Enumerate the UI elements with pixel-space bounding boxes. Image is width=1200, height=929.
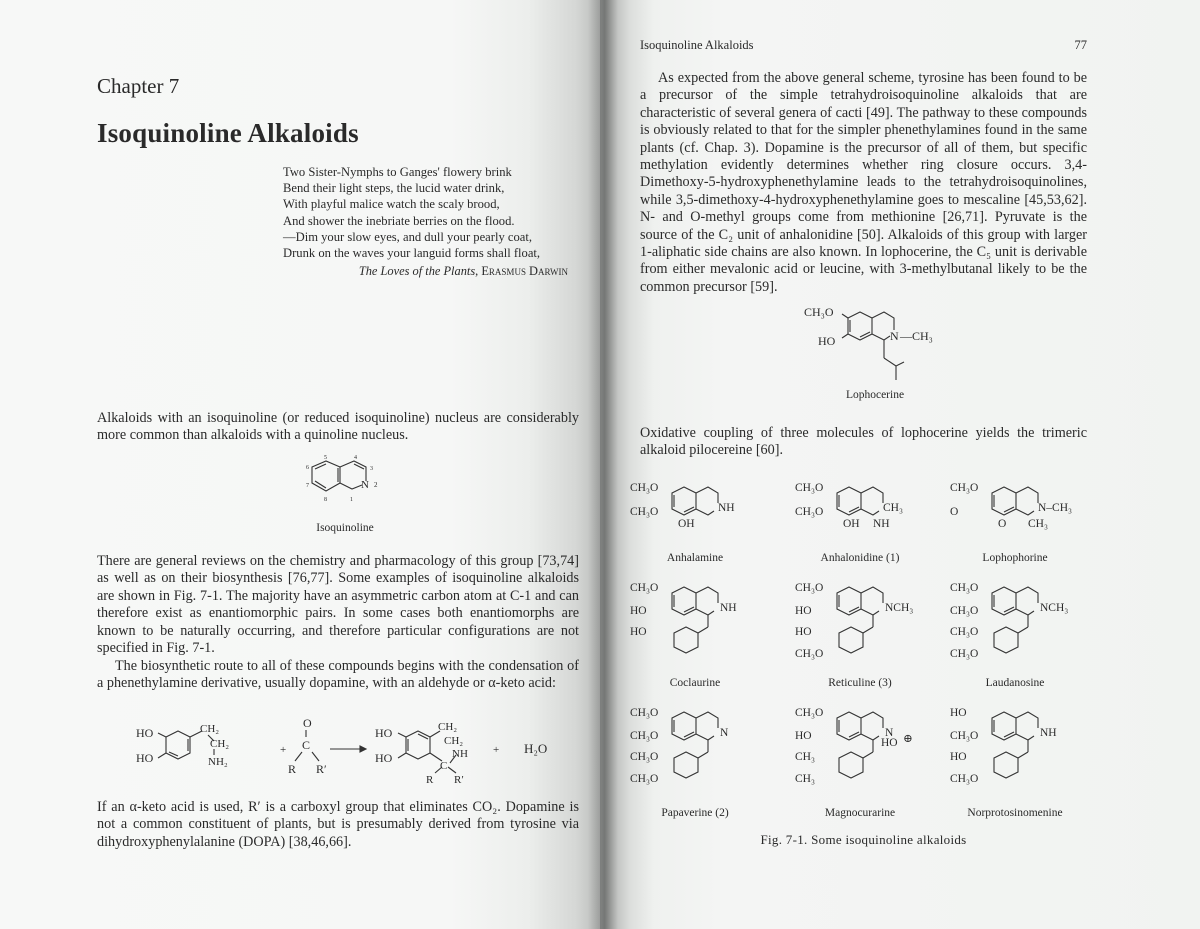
bond bbox=[861, 609, 879, 615]
bond bbox=[698, 752, 708, 758]
chem-label: NH bbox=[452, 748, 468, 760]
chapter-title: Isoquinoline Alkaloids bbox=[97, 118, 359, 148]
compound-name: Anhalonidine (1) bbox=[820, 552, 900, 564]
bond bbox=[994, 752, 1018, 778]
chem-label: O bbox=[303, 716, 312, 730]
chem-label: NH bbox=[1040, 727, 1057, 739]
chem-label: CH₃ bbox=[1028, 518, 1048, 530]
lophocerine-caption: Lophocerine bbox=[845, 389, 905, 401]
compound-structure bbox=[795, 700, 945, 802]
compound-card bbox=[630, 575, 780, 690]
chem-label: NH bbox=[873, 518, 890, 530]
bond bbox=[863, 627, 873, 633]
chem-label: —CH₃ bbox=[900, 329, 933, 343]
epigraph bbox=[283, 164, 573, 261]
chem-label: NCH₃ bbox=[1040, 602, 1069, 614]
compound-card bbox=[630, 700, 780, 820]
bond bbox=[672, 487, 696, 515]
left-paragraph-2: There are general reviews on the chemistry and pharmacology of this group [73,74] as well as on their biosynthesis [76,77]. Some examples of isoquinoline alkaloids are shown in Fig. 7-1. The majority have an asymmetric carbon atom at C-1 and can therefore exist as enantiomorphic pairs. In some cases both enantiomorphs are known to be naturally occurring, and therefore particular configurations are not specified in Fig. 7-1. bbox=[97, 553, 579, 657]
compound-name: Magnocurarine bbox=[824, 807, 896, 819]
bond bbox=[861, 487, 883, 503]
compound-structure bbox=[630, 475, 780, 547]
bond bbox=[1016, 487, 1038, 503]
product-structure bbox=[375, 721, 468, 786]
double-bond bbox=[315, 481, 326, 488]
compound-card bbox=[950, 475, 1100, 565]
nitrogen-label: N bbox=[361, 479, 369, 491]
compound-structure bbox=[950, 575, 1100, 672]
bond bbox=[837, 587, 861, 615]
right-paragraph-2: Oxidative coupling of three molecules of lophocerine yields the trimeric alkaloid pilocereine [60]. bbox=[640, 425, 1087, 459]
chem-label: C bbox=[440, 760, 448, 772]
epigraph-line: And shower the inebriate berries on the flood. bbox=[283, 213, 515, 228]
chem-label: C bbox=[302, 738, 311, 752]
chem-label: ⊕ bbox=[903, 733, 913, 745]
isoquinoline-structure bbox=[290, 455, 400, 515]
bond bbox=[1016, 734, 1034, 740]
compound-card bbox=[795, 700, 945, 820]
running-head bbox=[640, 38, 1087, 53]
atom-number: 5 bbox=[324, 455, 327, 461]
chem-label: CH₃O bbox=[630, 482, 659, 494]
bond bbox=[837, 712, 861, 740]
compound-name: Anhalamine bbox=[666, 552, 724, 564]
isoquinoline-caption: Isoquinoline bbox=[316, 522, 374, 534]
pyridine-ring-top bbox=[340, 461, 366, 481]
bond bbox=[672, 712, 696, 740]
chem-label: CH₃O bbox=[950, 582, 979, 594]
bond bbox=[839, 627, 863, 653]
epigraph-line: —Dim your slow eyes, and dull your pearly coat, bbox=[283, 229, 533, 244]
lophocerine-structure bbox=[800, 300, 950, 390]
bond bbox=[696, 712, 718, 728]
chem-label: CH₃O bbox=[950, 730, 979, 742]
bond bbox=[696, 487, 718, 503]
chem-label: O bbox=[998, 518, 1007, 530]
chem-label: CH₃O bbox=[950, 605, 979, 617]
chem-label: NH bbox=[720, 602, 737, 614]
figure-caption: Fig. 7-1. Some isoquinoline alkaloids bbox=[760, 832, 967, 847]
chem-label: CH₂ bbox=[210, 738, 230, 750]
chem-label: R′ bbox=[454, 774, 464, 786]
chem-label: N–CH₃ bbox=[1038, 502, 1073, 514]
chem-label: CH₃O bbox=[795, 648, 824, 660]
bond bbox=[672, 587, 696, 615]
atom-number: 3 bbox=[370, 466, 373, 472]
bond bbox=[992, 587, 1016, 615]
epigraph-line: Two Sister-Nymphs to Ganges' flowery brink bbox=[283, 165, 512, 179]
carbonyl-structure bbox=[288, 716, 327, 776]
compound-structure bbox=[630, 700, 780, 802]
compound-card bbox=[950, 700, 1100, 820]
compound-card bbox=[950, 575, 1100, 690]
chem-label: CH₂ bbox=[200, 723, 220, 735]
chem-label: NCH₃ bbox=[885, 602, 914, 614]
bond bbox=[1016, 509, 1034, 515]
chem-label: CH₃O bbox=[795, 707, 824, 719]
chem-label: HO bbox=[950, 707, 967, 719]
bond bbox=[1016, 712, 1038, 728]
chem-label: OH bbox=[843, 518, 860, 530]
bond bbox=[674, 627, 698, 653]
left-paragraph-3: The biosynthetic route to all of these compounds begins with the condensation of a phenethylamine derivative, usually dopamine, with an aldehyde or α-keto acid: bbox=[97, 658, 579, 692]
bond bbox=[861, 509, 879, 515]
atom-number: 6 bbox=[306, 465, 309, 471]
bond bbox=[992, 712, 1016, 740]
compound-name: Laudanosine bbox=[985, 677, 1045, 689]
chem-label: CH₃ bbox=[795, 773, 815, 785]
chem-label: O bbox=[950, 506, 959, 518]
chem-label: HO bbox=[818, 334, 836, 348]
chem-label: CH₃O bbox=[795, 506, 824, 518]
chem-label: N bbox=[885, 727, 894, 739]
chem-label: CH₃O bbox=[630, 751, 659, 763]
atom-number: 7 bbox=[306, 483, 309, 489]
chem-label: CH₃O bbox=[950, 482, 979, 494]
compound-card bbox=[795, 575, 945, 690]
compound-structure bbox=[630, 575, 780, 672]
epigraph-line: With playful malice watch the scaly brood, bbox=[283, 197, 500, 212]
water-label: H₂O bbox=[524, 741, 548, 756]
bond bbox=[839, 752, 863, 778]
bond bbox=[696, 509, 714, 515]
atom-number: 8 bbox=[324, 497, 327, 503]
bond bbox=[1016, 609, 1034, 615]
benzene-ring bbox=[312, 461, 340, 491]
page-number: 77 bbox=[1074, 38, 1087, 52]
chem-label: R bbox=[426, 774, 434, 786]
bond bbox=[698, 627, 708, 633]
chem-label: N bbox=[720, 727, 729, 739]
compound-structure bbox=[950, 475, 1100, 547]
bond bbox=[861, 587, 883, 603]
atom-number: 2 bbox=[374, 481, 378, 489]
chem-label: CH₂ bbox=[444, 735, 464, 747]
bond bbox=[861, 734, 879, 740]
chapter-label: Chapter 7 bbox=[97, 74, 180, 98]
bond bbox=[696, 587, 718, 603]
bond bbox=[1016, 587, 1038, 603]
compound-name: Lophophorine bbox=[982, 552, 1048, 564]
bond bbox=[861, 712, 883, 728]
biosynthesis-reaction bbox=[130, 715, 570, 795]
epigraph-line: Bend their light steps, the lucid water drink, bbox=[283, 181, 505, 196]
bond bbox=[992, 487, 1016, 515]
chem-label: HO bbox=[795, 730, 812, 742]
bond bbox=[863, 752, 873, 758]
chem-label: CH₃O bbox=[630, 582, 659, 594]
chem-label: HO bbox=[795, 605, 812, 617]
compound-name: Coclaurine bbox=[669, 677, 721, 689]
compound-name: Norprotosinomenine bbox=[967, 807, 1063, 819]
left-paragraph-1: Alkaloids with an isoquinoline (or reduced isoquinoline) nucleus are considerably more common than alkaloids with a quinoline nucleus. bbox=[97, 410, 579, 444]
chem-label: R bbox=[288, 762, 297, 776]
chem-label: CH₃O bbox=[630, 730, 659, 742]
chem-label: HO bbox=[375, 726, 393, 740]
chem-label: R′ bbox=[316, 762, 327, 776]
chem-label: HO bbox=[630, 626, 647, 638]
bond bbox=[994, 627, 1018, 653]
chem-label: CH₃O bbox=[950, 648, 979, 660]
chem-label: NH₂ bbox=[208, 756, 228, 768]
compound-structure bbox=[950, 700, 1100, 802]
pyridine-ring-bottom bbox=[340, 483, 362, 489]
compound-structure bbox=[795, 475, 945, 547]
chem-label: HO bbox=[881, 737, 898, 749]
chem-label: N bbox=[890, 329, 899, 343]
bond bbox=[1018, 627, 1028, 633]
reaction-arrowhead bbox=[360, 746, 366, 752]
chem-label: CH₃O bbox=[630, 773, 659, 785]
compound-card bbox=[630, 475, 780, 565]
chem-label: CH₃O bbox=[630, 506, 659, 518]
chem-label: CH₃ bbox=[883, 502, 903, 514]
chem-label: OH bbox=[678, 518, 695, 530]
left-paragraph-4: If an α-keto acid is used, R′ is a carboxyl group that eliminates CO₂. Dopamine is not a common constituent of plants, but is presumably derived from tyrosine via dihydroxyphenylalanine (DOPA) [38,46,66]. bbox=[97, 799, 579, 850]
right-paragraph-1: As expected from the above general scheme, tyrosine has been found to be a precursor of the simple tetrahydroisoquinoline alkaloids that are characteristic of several genera of cacti [49]. The pathway to these compounds is obviously related to that for the simpler phenethylamines found in the same plants (cf. Chap. 3). Dopamine is the precursor of all of them, but specific methylation evidently determines whether ring closure occurs. 3,4-Dimethoxy-5-hydroxyphenethylamine leads to the tetrahydroisoquinolines, while 3,5-dimethoxy-4-hydroxyphenethylamine goes to mescaline [45,53,62]. N- and O-methyl groups come from methionine [26,71]. Pyruvate is the source of the C₂ unit of anhalonidine [50]. Alkaloids of this group with larger 1-aliphatic side chains are also known. In lophocerine, the C₅ unit is derivable from either mevalonic acid or leucine, with 3-methylbutanal likely to be the common precursor [59]. bbox=[640, 70, 1087, 295]
atom-number: 1 bbox=[350, 497, 353, 503]
compound-name: Papaverine (2) bbox=[661, 807, 729, 819]
chem-label: HO bbox=[136, 726, 154, 740]
compound-name: Reticuline (3) bbox=[828, 677, 892, 689]
chem-label: CH₃O bbox=[804, 305, 834, 319]
chem-label: HO bbox=[630, 605, 647, 617]
bond bbox=[696, 609, 714, 615]
running-head-title: Isoquinoline Alkaloids bbox=[640, 38, 754, 52]
plus-sign: + bbox=[493, 744, 500, 756]
chem-label: HO bbox=[375, 751, 393, 765]
chem-label: HO bbox=[136, 751, 154, 765]
chem-label: HO bbox=[795, 626, 812, 638]
chem-label: CH₃ bbox=[795, 751, 815, 763]
chem-label: CH₃O bbox=[795, 482, 824, 494]
chem-label: CH₂ bbox=[438, 721, 458, 733]
plus-sign: + bbox=[280, 744, 287, 756]
atom-number: 4 bbox=[354, 455, 357, 461]
epigraph-separator: , bbox=[475, 264, 482, 278]
epigraph-attribution bbox=[283, 264, 568, 279]
epigraph-line: Drunk on the waves your languid forms shall float, bbox=[283, 246, 541, 261]
book-gutter-shadow bbox=[588, 0, 618, 929]
bond bbox=[1018, 752, 1028, 758]
epigraph-source-title: The Loves of the Plants bbox=[358, 264, 476, 278]
compound-structure bbox=[795, 575, 945, 672]
bond bbox=[674, 752, 698, 778]
bond bbox=[696, 734, 714, 740]
chem-label: CH₃O bbox=[950, 773, 979, 785]
chem-label: CH₃O bbox=[795, 582, 824, 594]
chem-label: HO bbox=[950, 751, 967, 763]
compound-card bbox=[795, 475, 945, 565]
bond bbox=[837, 487, 861, 515]
chem-label: CH₃O bbox=[630, 707, 659, 719]
chem-label: CH₃O bbox=[950, 626, 979, 638]
figure-7-1 bbox=[630, 475, 1090, 845]
dopamine-structure bbox=[136, 723, 229, 768]
chem-label: NH bbox=[718, 502, 735, 514]
epigraph-author: Erasmus Darwin bbox=[481, 264, 568, 278]
